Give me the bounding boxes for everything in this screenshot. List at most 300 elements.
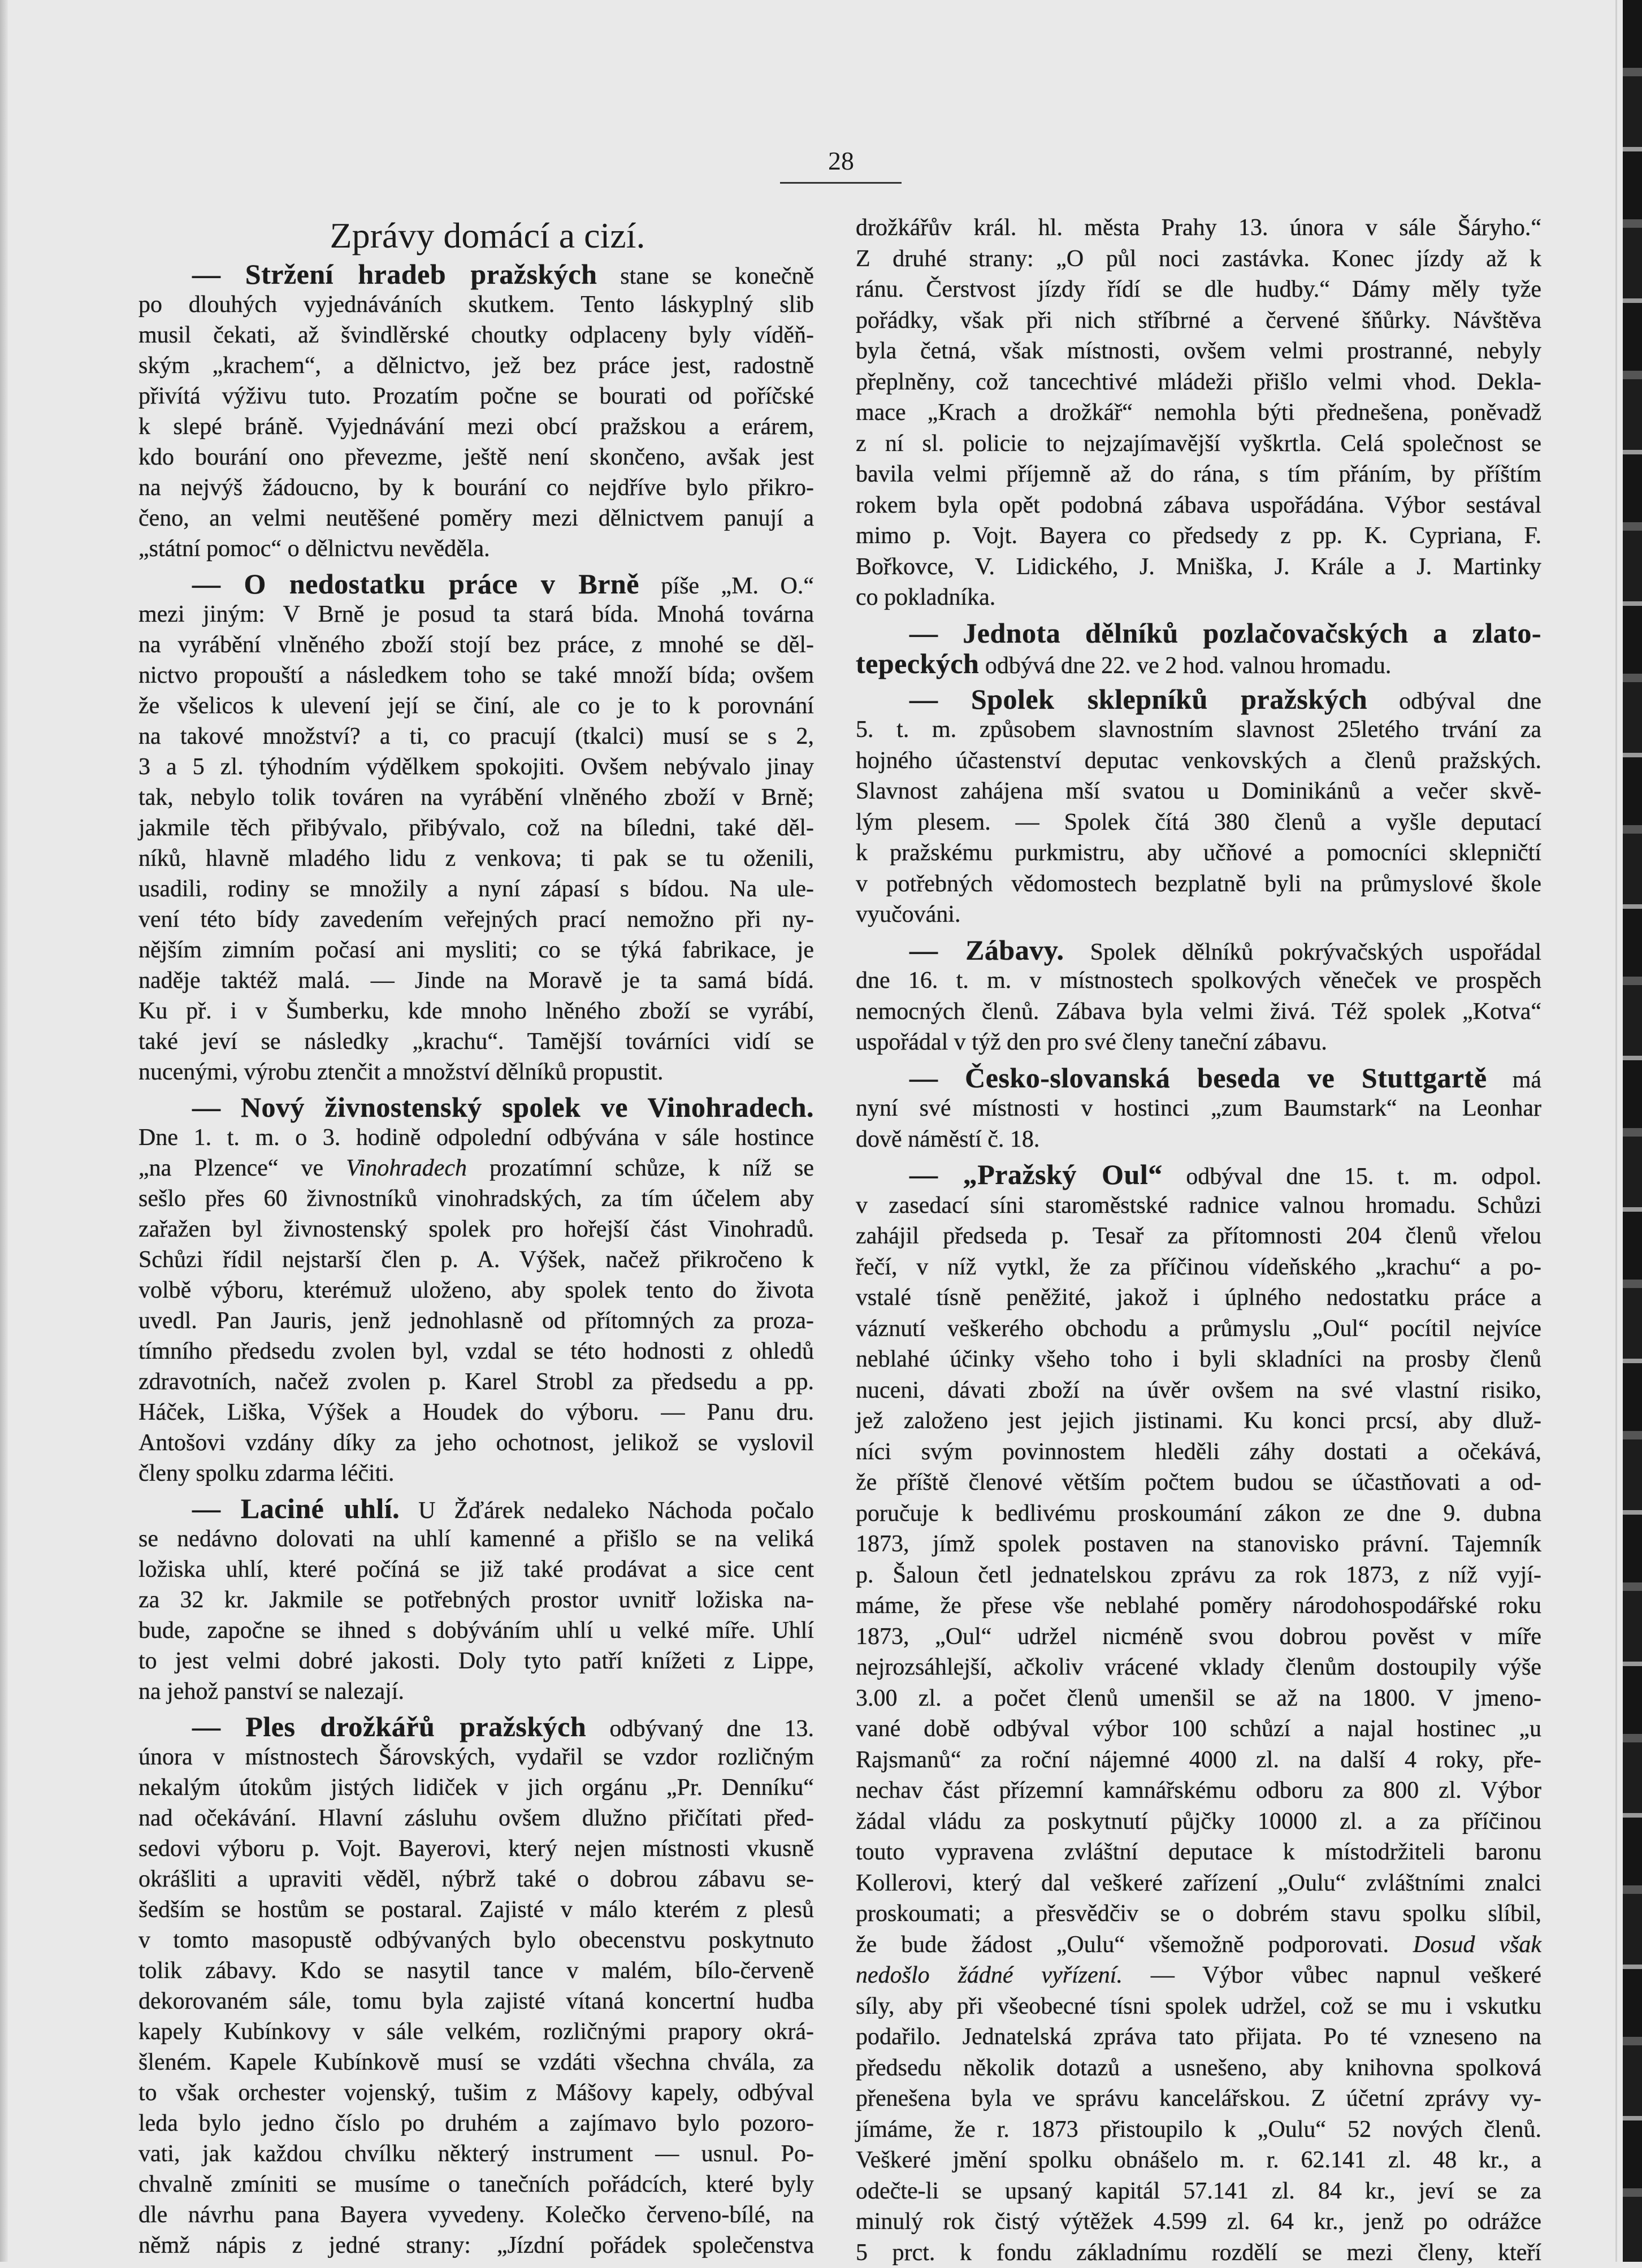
text-line: [138, 660, 814, 691]
article-heading: — Stržení hradeb pražských: [192, 258, 597, 290]
text-line: [856, 965, 1541, 996]
line-text: přenešena byla ve správu kancelářskou. Z účetní zprávy vy-: [856, 2085, 1541, 2111]
text-line: [856, 1467, 1541, 1498]
text-line: [138, 2139, 814, 2169]
text-line: [856, 1221, 1541, 1252]
text-line: [856, 1063, 1541, 1094]
body-text: odbývá dne 22. ve 2 hod. valnou hromadu.: [979, 653, 1391, 679]
text-line: [138, 935, 814, 965]
article: [856, 684, 1541, 930]
line-text: to však orchester vojenský, tušim z Mášovy kapely, odbýval: [138, 2080, 814, 2106]
line-text: naděje taktéž malá. — Jinde na Moravě je ta samá bídá.: [138, 968, 814, 994]
line-text: kdo bourání ono převezme, ještě není skončeno, avšak jest: [138, 444, 814, 470]
text-line: [138, 1524, 814, 1554]
text-line: [856, 1124, 1541, 1155]
text-line: [856, 618, 1541, 649]
line-text: dově náměstí č. 18.: [856, 1126, 1039, 1152]
text-line: [856, 1837, 1541, 1868]
line-text: nekalým útokům jistých lidiček v jich orgánu „Pr. Denníku“: [138, 1775, 814, 1801]
text-line: [856, 274, 1541, 305]
text-line: [856, 776, 1541, 807]
text-line: [138, 503, 814, 534]
line-text: ským „krachem“, a dělnictvo, jež bez práce jest, radostně: [138, 353, 814, 379]
article: [138, 1711, 814, 2261]
text-line: [856, 1775, 1541, 1806]
line-text: Háček, Liška, Výšek a Houdek do výboru. — Panu dru.: [138, 1399, 814, 1425]
text-line: [856, 1437, 1541, 1468]
line-text: po dlouhých vyjednáváních skutkem. Tento láskyplný slib: [138, 292, 814, 318]
line-text: sešlo přes 60 živnostníků vinohradských, za tím účelem aby: [138, 1186, 814, 1212]
text-line: [138, 1585, 814, 1615]
text-line: [138, 1646, 814, 1676]
article-heading: — Nový živnostenský spolek ve Vinohradech.: [192, 1091, 814, 1123]
text-line: [856, 745, 1541, 777]
text-line: [138, 1183, 814, 1214]
line-text: na jehož panství se nalezají.: [138, 1679, 404, 1705]
line-text: nictvo propouští a následkem toho se také množí bída; ovšem: [138, 662, 814, 688]
line-text: šedším se hostům se postaral. Zajisté v málo kterém z plesů: [138, 1897, 814, 1923]
text-line: [138, 1428, 814, 1458]
line-text: vyučováni.: [856, 901, 960, 927]
line-text: [856, 1962, 1541, 1988]
line-text: podařilo. Jednatelská zpráva tato přijata. Po té vzneseno na: [856, 2024, 1541, 2050]
article: [138, 1092, 814, 1489]
text-line: [856, 684, 1541, 715]
line-text: [856, 653, 1391, 679]
italic-text: Dosud však: [1413, 1932, 1541, 1958]
line-text: 3.00 zl. a počet členů umenšil se až na 1800. V jmeno-: [856, 1685, 1541, 1711]
text-line: [856, 305, 1541, 336]
text-line: [138, 2230, 814, 2261]
text-line: [856, 552, 1541, 583]
text-line: [138, 2108, 814, 2139]
line-text: tolik zábavy. Kdo se nasytil tance v malém, bílo-červeně: [138, 1958, 814, 1984]
text-line: [138, 874, 814, 904]
text-line: [856, 1282, 1541, 1313]
article: [856, 1159, 1541, 2268]
body-text: že bude žádost „Oulu“ všemožně podporovati.: [856, 1932, 1413, 1958]
line-text: dekorovaném sále, tomu byla zajisté vítaná koncertní hudba: [138, 1988, 814, 2014]
text-line: [856, 1929, 1541, 1961]
article: [138, 1493, 814, 1707]
line-text: ránu. Čerstvost jízdy řídí se dle hudby.“ Dámy měly tyže: [856, 276, 1541, 302]
line-text: Schůzi řídil nejstarší člen p. A. Výšek, načež přikročeno k: [138, 1247, 814, 1273]
text-line: [138, 1214, 814, 1244]
text-line: [856, 2083, 1541, 2114]
text-line: [138, 1057, 814, 1087]
text-line: [856, 1093, 1541, 1124]
article: [856, 618, 1541, 679]
line-text: [909, 688, 1541, 714]
text-line: [856, 1652, 1541, 1683]
body-text: — Výbor vůbec napnul veškeré: [1123, 1962, 1541, 1988]
body-text: píše „M. O.“: [639, 573, 814, 599]
line-text: bavila velmi příjemně až do rána, s tím přáním, by příštím: [856, 461, 1541, 487]
line-text: kapely Kubínkovy v sále velkém, rozličnými prapory okrá-: [138, 2019, 814, 2045]
text-line: [138, 1894, 814, 1925]
text-line: [856, 869, 1541, 900]
text-line: [138, 843, 814, 874]
text-line: [856, 336, 1541, 367]
text-line: [138, 569, 814, 599]
line-text: nad očekávání. Hlavní zásluhu ovšem dlužno přičítati před-: [138, 1805, 814, 1831]
line-text: přivítá výživu tuto. Prozatím počne se bourati od poříčské: [138, 383, 814, 409]
text-line: [856, 1621, 1541, 1653]
line-text: chvalně zmíniti se musíme o tanečních pořádcích, které byly: [138, 2171, 814, 2197]
text-line: [856, 582, 1541, 613]
line-text: Z druhé strany: „O půl noci zastávka. Konec jízdy až k: [856, 246, 1541, 272]
text-line: [856, 244, 1541, 275]
heading-continuation: tepeckých: [856, 648, 979, 679]
line-text: v potřebných vědomostech bezplatně byli na průmyslové škole: [856, 871, 1541, 897]
article-heading: — Zábavy.: [909, 934, 1064, 966]
line-text: tímního předsedu zvolen byl, vzdal se této hodnosti z ohledů: [138, 1338, 814, 1364]
scan-line-right: [1615, 0, 1617, 2262]
text-line: [856, 1745, 1541, 1776]
line-text: síly, aby při všeobecné tísni spolek udržel, což se mu i vskutku: [856, 1993, 1541, 2019]
text-line: [856, 2022, 1541, 2053]
line-text: usadili, rodiny se množily a nyní zápasí s bídou. Na ule-: [138, 876, 814, 902]
text-line: [138, 320, 814, 350]
line-text: [909, 1067, 1541, 1093]
line-text: čeno, an velmi neutěšené poměry mezi dělnictvem panují a: [138, 505, 814, 531]
line-text: žádal vládu za poskytnutí půjčky 10000 zl. a za příčinou: [856, 1809, 1541, 1835]
text-line: [138, 630, 814, 660]
article-heading: — O nedostatku práce v Brně: [192, 568, 639, 600]
line-text: rokem byla opět podobná zábava uspořádána. Výbor sestával: [856, 492, 1541, 518]
article: [138, 569, 814, 1087]
line-text: [192, 1498, 814, 1524]
text-line: [138, 350, 814, 381]
line-text: 1873, jímž spolek postaven na stanovisko právní. Tajemník: [856, 1531, 1541, 1557]
line-text: Ku př. i v Šumberku, kde mnoho lněného zboží se vyrábí,: [138, 998, 814, 1024]
line-text: drožkářův král. hl. města Prahy 13. února v sále Šáryho.“: [856, 215, 1541, 241]
article-heading: — Ples drožkářů pražských: [192, 1711, 586, 1742]
line-text: 1873, „Oul“ udržel nicméně svou dobrou pověst v míře: [856, 1624, 1541, 1650]
line-text: byla četná, však místnosti, ovšem velmi prostranné, nebyly: [856, 338, 1541, 364]
line-text: přeplněny, což tancechtivé mládeži přišlo velmi vhod. Dekla-: [856, 369, 1541, 395]
line-text: nyní své místnosti v hostinci „zum Baumstark“ na Leonhar: [856, 1095, 1541, 1121]
text-line: [856, 2114, 1541, 2145]
text-line: [138, 1306, 814, 1336]
scan-edge-right: [1623, 0, 1642, 2262]
line-text: vané době odbýval výbor 100 schůzí a najal hostinec „u: [856, 1716, 1541, 1742]
line-text: váznutí veškerého obchodu a průmyslu „Oul“ pocítil nejvíce: [856, 1316, 1541, 1342]
text-line: [138, 2169, 814, 2200]
line-text: zahájil předseda p. Tesař za přítomnosti 204 členů vřelou: [856, 1223, 1541, 1249]
article: [856, 935, 1541, 1058]
line-text: nejrozsáhlejší, ačkoliv vrácené vklady členům dostoupily výše: [856, 1654, 1541, 1680]
text-line: [856, 1159, 1541, 1190]
article-heading: — Spolek sklepníků pražských: [909, 683, 1367, 715]
line-text: jímáme, že r. 1873 přistoupilo k „Oulu“ 52 nových členů.: [856, 2117, 1541, 2143]
line-text: [192, 573, 814, 599]
line-text: [856, 1932, 1541, 1958]
line-text: vati, jak každou chvílku některý instrument — usnul. Po-: [138, 2141, 814, 2167]
text-line: [138, 752, 814, 782]
line-text: členy spolku zdarma léčiti.: [138, 1460, 395, 1486]
text-line: [856, 838, 1541, 869]
article-heading: — „Pražský Oul“: [909, 1159, 1163, 1190]
text-line: [856, 1683, 1541, 1714]
text-line: [138, 442, 814, 472]
text-line: [138, 965, 814, 996]
line-text: na takové množství? a ti, co pracují (tkalci) musí se s 2,: [138, 723, 814, 749]
line-text: uvedl. Pan Jauris, jenž jednohlasně od přítomných za proza-: [138, 1308, 814, 1334]
text-line: [856, 935, 1541, 966]
line-text: z ní sl. policie to nejzajímavější vyškrtla. Celá společnost se: [856, 431, 1541, 457]
body-text: má: [1487, 1067, 1541, 1093]
line-text: mace „Krach a drožkář“ nemohla býti přednešena, poněvadž: [856, 400, 1541, 426]
line-text: okrášliti a upraviti věděl, nýbrž také o dobrou zábavu se-: [138, 1866, 814, 1892]
line-text: máme, že přese vše neblahé poměry národohospodářské roku: [856, 1593, 1541, 1619]
line-text: 5 prct. k fondu základnímu rozdělí se mezi členy, kteří: [856, 2240, 1541, 2266]
body-text: odbýval dne 15. t. m. odpol.: [1163, 1164, 1541, 1190]
line-text: p. Šaloun četl jednatelskou zprávu za rok 1873, z níž vyjí-: [856, 1562, 1541, 1588]
line-text: mimo p. Vojt. Bayera co předsedy z pp. K. Cypriana, F.: [856, 523, 1541, 549]
line-text: [192, 1716, 814, 1742]
text-line: [138, 1026, 814, 1057]
text-line: [138, 904, 814, 935]
text-line: [856, 1806, 1541, 1837]
text-line: [856, 807, 1541, 838]
line-text: Kollerovi, který dal veškeré zařízení „Oulu“ zvláštními znalci: [856, 1870, 1541, 1896]
article: [138, 259, 814, 564]
text-line: [856, 397, 1541, 428]
line-text: na nejvýš žádoucno, by k bourání co nejdříve bylo přikro-: [138, 475, 814, 501]
text-line: [138, 1803, 814, 1833]
text-line: [856, 521, 1541, 552]
text-line: [856, 1190, 1541, 1221]
line-text: [909, 939, 1541, 965]
text-line: [138, 996, 814, 1026]
text-line: [138, 1772, 814, 1803]
text-line: [856, 648, 1541, 679]
text-line: [856, 714, 1541, 745]
line-text: odečte-li se upsaný kapitál 57.141 zl. 84 kr., jeví se za: [856, 2178, 1541, 2204]
line-text: vstalé tísně peněžité, jakož i úplného nedostatku práce a: [856, 1285, 1541, 1311]
body-text: „na Plzence“ ve: [138, 1155, 346, 1181]
scan-edge-left: [0, 0, 8, 2262]
line-text: nemocných členů. Zábava byla velmi živá. Též spolek „Kotva“: [856, 999, 1541, 1025]
text-line: [856, 1868, 1541, 1899]
text-line: [856, 1991, 1541, 2022]
line-text: bude, započne se ihned s dobýváním uhlí u velké míře. Uhlí: [138, 1617, 814, 1643]
line-text: touto vypravena zvláštní deputace k místodržiteli baronu: [856, 1839, 1541, 1865]
line-text: pořádky, však při nich stříbrné a červené šňůrky. Návštěva: [856, 307, 1541, 333]
right-column: [856, 213, 1541, 2268]
line-text: v tomto masopustě odbývaných bylo obecenstvu poskytnuto: [138, 1927, 814, 1953]
article: [856, 213, 1541, 613]
body-text: odbýval dne: [1367, 688, 1541, 714]
line-text: Dne 1. t. m. o 3. hodině odpolední odbývána v sále hostince: [138, 1125, 814, 1151]
text-line: [138, 1493, 814, 1524]
line-text: co pokladníka.: [856, 584, 995, 610]
line-text: to jest velmi dobré jakosti. Doly tyto patří knížeti z Lippe,: [138, 1648, 814, 1674]
line-text: tak, nebylo tolik továren na vyrábění vlněného zboží v Brně;: [138, 784, 814, 810]
text-line: [138, 411, 814, 442]
text-line: [856, 1560, 1541, 1591]
line-text: níků, hlavně mladého lidu z venkova; ti pak se tu oženili,: [138, 845, 814, 871]
line-text: nuceni, dávati zboží na úvěr ovšem na své vlastní risiko,: [856, 1377, 1541, 1403]
text-line: [138, 1676, 814, 1707]
text-line: [138, 1986, 814, 2017]
text-line: [856, 490, 1541, 521]
line-text: února v místnostech Šárovských, vydařil se vzdor rozličným: [138, 1744, 814, 1770]
text-line: [856, 1529, 1541, 1560]
line-text: jakmile těch přibývalo, přibývalo, což na bíledni, také děl-: [138, 815, 814, 841]
line-text: neblahé účinky všeho toho i byli skladníci na prosby členů: [856, 1346, 1541, 1372]
text-line: [138, 1122, 814, 1153]
body-text: odbývaný dne 13.: [586, 1716, 814, 1742]
text-line: [138, 2200, 814, 2230]
text-line: [856, 428, 1541, 459]
body-text: prozatímní schůze, k níž se: [467, 1155, 814, 1181]
line-text: němž nápis z jedné strany: „Jízdní pořádek společenstva: [138, 2232, 814, 2258]
line-text: nucenými, výrobu ztenčit a množství dělníků propustit.: [138, 1059, 664, 1085]
line-text: uspořádal v týž den pro své členy taneční zábavu.: [856, 1029, 1327, 1055]
text-line: [856, 2145, 1541, 2176]
line-text: ložiska uhlí, které počíná se již také prodávat a sice cent: [138, 1556, 814, 1582]
line-text: [138, 1155, 814, 1181]
article-heading: — Laciné uhlí.: [192, 1493, 400, 1524]
text-line: [138, 1244, 814, 1275]
line-text: nechav část přízemní kamnářskému odboru za 800 zl. Výbor: [856, 1777, 1541, 1803]
page-number-rule: [780, 182, 902, 184]
text-line: [138, 381, 814, 411]
line-text: dne 16. t. m. v místnostech spolkových věneček ve prospěch: [856, 968, 1541, 994]
body-text: stane se konečně: [597, 263, 814, 289]
text-line: [856, 2053, 1541, 2084]
text-line: [856, 1960, 1541, 1991]
text-line: [138, 1742, 814, 1772]
line-text: že příště členové větším počtem budou se účastňovati a od-: [856, 1469, 1541, 1495]
text-line: [856, 1252, 1541, 1283]
text-line: [856, 996, 1541, 1027]
text-line: [138, 1092, 814, 1122]
text-line: [138, 599, 814, 630]
section-title: Zprávy domácí a cizí.: [138, 213, 814, 259]
text-line: [138, 1615, 814, 1646]
text-line: [138, 2078, 814, 2108]
text-line: [856, 2206, 1541, 2237]
line-text: řečí, v níž vytkl, že za příčinou vídeňského „krachu“ a po-: [856, 1254, 1541, 1280]
text-line: [138, 1458, 814, 1489]
text-line: [138, 1925, 814, 1955]
body-text: U Žďárek nedaleko Náchoda počalo: [400, 1498, 814, 1524]
text-line: [138, 2047, 814, 2078]
line-text: dle návrhu pana Bayera vyvedeny. Kolečko červeno-bílé, na: [138, 2202, 814, 2228]
text-line: [138, 691, 814, 721]
line-text: níci svým povinnostem hleděli záhy dostati a očekává,: [856, 1439, 1541, 1465]
line-text: také jeví se následky „krachu“. Tamější továrníci vidí se: [138, 1029, 814, 1055]
line-text: [909, 1164, 1541, 1190]
text-line: [138, 782, 814, 813]
line-text: proskoumati; a přesvědčiv se o dobrém stavu spolku slíbil,: [856, 1901, 1541, 1927]
left-column: [138, 213, 814, 2261]
text-line: [138, 1153, 814, 1183]
text-line: [138, 721, 814, 752]
line-text: Rajsmanů“ za roční nájemné 4000 zl. na další 4 roky, pře-: [856, 1747, 1541, 1773]
text-line: [856, 1313, 1541, 1345]
text-line: [856, 1406, 1541, 1437]
body-text: Spolek dělníků pokrývačských uspořádal: [1064, 939, 1541, 965]
line-text: Slavnost zahájena mší svatou u Dominikánů a večer skvě-: [856, 778, 1541, 804]
italic-text: Vinohradech: [346, 1155, 467, 1181]
text-line: [138, 2017, 814, 2047]
line-text: k slepé bráně. Vyjednávání mezi obcí pražskou a erárem,: [138, 414, 814, 440]
line-text: Antošovi vzdány díky za jeho ochotnost, jelikož se vyslovil: [138, 1430, 814, 1456]
line-text: za 32 kr. Jakmile se potřebných prostor uvnitř ložiska na-: [138, 1587, 814, 1613]
line-text: k pražskému purkmistru, aby učňové a pomocníci sklepničtí: [856, 840, 1541, 866]
text-line: [856, 2237, 1541, 2268]
text-line: [856, 1027, 1541, 1058]
text-line: [856, 213, 1541, 244]
line-text: 5. t. m. způsobem slavnostním slavnost 25letého trvání za: [856, 717, 1541, 743]
line-text: lým plesem. — Spolek čítá 380 členů a vyšle deputací: [856, 809, 1541, 835]
line-text: volbě výboru, kterémuž uloženo, aby spolek tento do života: [138, 1277, 814, 1303]
line-text: musil čekati, až švindlěrské choutky odplaceny byly víděň-: [138, 322, 814, 348]
text-line: [856, 1590, 1541, 1621]
text-line: [138, 1336, 814, 1367]
text-line: [138, 534, 814, 564]
line-text: poručuje k bedlivému proskoumání zákon ze dne 9. dubna: [856, 1501, 1541, 1527]
line-text: vení této bídy zavedením veřejných prací nemožno při ny-: [138, 907, 814, 933]
line-text: 3 a 5 zl. týhodním výdělkem spokojiti. Ovšem nebývalo jinay: [138, 754, 814, 780]
text-line: [138, 1397, 814, 1428]
text-line: [138, 1275, 814, 1306]
text-line: [138, 259, 814, 289]
line-text: se nedávno dolovati na uhlí kamenné a přišlo se na veliká: [138, 1526, 814, 1552]
text-line: [856, 1498, 1541, 1529]
line-text: zdravotních, načež zvolen p. Karel Strobl za předsedu a pp.: [138, 1369, 814, 1395]
text-line: [856, 899, 1541, 930]
text-line: [138, 1955, 814, 1986]
line-text: minulý rok čistý výtěžek 4.599 zl. 64 kr., jenž po odrážce: [856, 2209, 1541, 2235]
line-text: Bořkovce, V. Lidického, J. Mniška, J. Krále a J. Martinky: [856, 554, 1541, 580]
line-text: mezi jiným: V Brně je posud ta stará bída. Mnohá továrna: [138, 601, 814, 627]
text-line: [138, 289, 814, 320]
line-text: nějším zimním počasí ani mysliti; co se týká fabrikace, je: [138, 937, 814, 963]
line-text: na vyrábění vlněného zboží stojí bez práce, z mnohé se děl-: [138, 632, 814, 658]
line-text: [909, 622, 1541, 648]
text-line: [856, 1344, 1541, 1375]
text-line: [138, 1833, 814, 1864]
text-line: [138, 1711, 814, 1742]
line-text: jež založeno jest jejich jistinami. Ku konci prcsí, aby dluž-: [856, 1408, 1541, 1434]
article-heading: — Jednota dělníků pozlačovačských a zlato-: [909, 617, 1541, 649]
page-number: 28: [785, 146, 898, 176]
text-line: [856, 459, 1541, 490]
line-text: leda bylo jedno číslo po druhém a zajímavo bylo pozoro-: [138, 2110, 814, 2136]
line-text: hojného účastenství deputac venkovských a členů pražských.: [856, 748, 1541, 774]
line-text: [192, 263, 814, 289]
text-line: [138, 1554, 814, 1585]
text-line: [138, 472, 814, 503]
line-text: sedovi výboru p. Vojt. Bayerovi, který nejen místnosti vkusně: [138, 1836, 814, 1862]
text-line: [138, 813, 814, 843]
line-text: zařažen byl živnostenský spolek pro hořejší část Vinohradů.: [138, 1216, 814, 1242]
text-line: [138, 1367, 814, 1397]
line-text: předsedu několik dotazů a usnešeno, aby knihovna spolková: [856, 2055, 1541, 2081]
text-line: [856, 1898, 1541, 1929]
line-text: v zasedací síni staroměstské radnice valnou hromadu. Schůzi: [856, 1192, 1541, 1218]
text-line: [856, 367, 1541, 398]
line-text: Veškeré jmění spolku obnášelo m. r. 62.141 zl. 48 kr., a: [856, 2147, 1541, 2173]
line-text: že všelicos k ulevení její se činí, ale co je to k porovnání: [138, 693, 814, 719]
line-text: [192, 1096, 814, 1122]
line-text: šleném. Kapele Kubínkově musí se vzdáti všechna chvála, za: [138, 2049, 814, 2075]
